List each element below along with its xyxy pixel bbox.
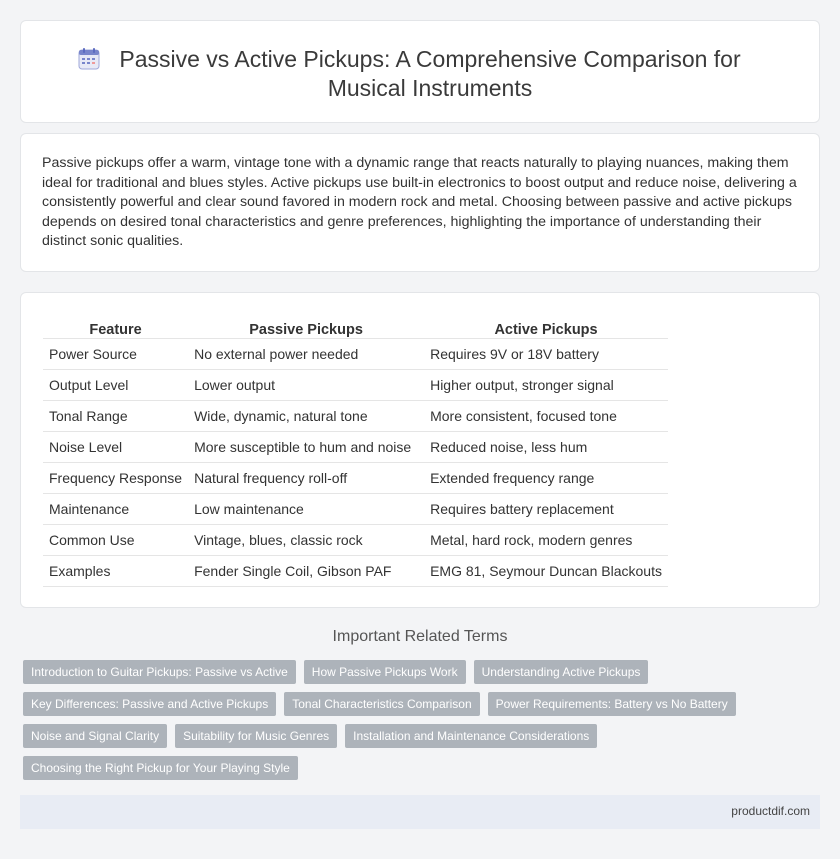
table-cell: Wide, dynamic, natural tone <box>188 400 424 431</box>
table-cell: Higher output, stronger signal <box>424 369 668 400</box>
comparison-table <box>43 315 668 587</box>
table-cell: Common Use <box>43 524 188 555</box>
header-passive: Passive Pickups <box>188 315 424 338</box>
table-cell: Metal, hard rock, modern genres <box>424 524 668 555</box>
table-header-row <box>43 315 668 338</box>
related-term-link[interactable]: Tonal Characteristics Comparison <box>284 692 479 716</box>
table-cell: Natural frequency roll-off <box>188 462 424 493</box>
table-cell: Tonal Range <box>43 400 188 431</box>
table-row <box>43 338 668 369</box>
table-cell: More consistent, focused tone <box>424 400 668 431</box>
title-card <box>20 20 820 123</box>
table-cell: Lower output <box>188 369 424 400</box>
footer-site[interactable]: productdif.com <box>731 804 810 818</box>
table-cell: Requires 9V or 18V battery <box>424 338 668 369</box>
table-cell: Requires battery replacement <box>424 493 668 524</box>
page-title: Passive vs Active Pickups: A Comprehensive Comparison for Musical Instruments <box>119 46 741 101</box>
table-cell: Maintenance <box>43 493 188 524</box>
table-cell: Power Source <box>43 338 188 369</box>
table-cell: No external power needed <box>188 338 424 369</box>
related-term-link[interactable]: Introduction to Guitar Pickups: Passive vs Active <box>23 660 296 684</box>
related-terms-list <box>23 660 823 788</box>
table-row <box>43 555 668 586</box>
footer <box>20 795 820 829</box>
related-terms-title: Important Related Terms <box>332 628 508 645</box>
related-term-link[interactable]: Understanding Active Pickups <box>474 660 649 684</box>
table-cell: Examples <box>43 555 188 586</box>
table-cell: Vintage, blues, classic rock <box>188 524 424 555</box>
table-cell: Low maintenance <box>188 493 424 524</box>
intro-paragraph: Passive pickups offer a warm, vintage tone with a dynamic range that reacts naturally to playing nuances, making them ideal for traditional and blues styles. Active pickups use built-in electronics to boost output and reduce noise, delivering a consistently powerful and clear sound favored in modern rock and metal. Choosing between passive and active pickups depends on desired tonal characteristics and genre preferences, highlighting the importance of understanding their distinct sonic qualities. <box>42 155 797 249</box>
related-term-link[interactable]: Installation and Maintenance Considerations <box>345 724 597 748</box>
related-term-link[interactable]: Choosing the Right Pickup for Your Playing Style <box>23 756 298 780</box>
table-cell: Noise Level <box>43 431 188 462</box>
table-cell: More susceptible to hum and noise <box>188 431 424 462</box>
header-active: Active Pickups <box>424 315 668 338</box>
related-term-link[interactable]: Suitability for Music Genres <box>175 724 337 748</box>
comparison-table-card <box>20 292 820 608</box>
table-cell: Fender Single Coil, Gibson PAF <box>188 555 424 586</box>
table-row <box>43 493 668 524</box>
table-row <box>43 462 668 493</box>
table-row <box>43 400 668 431</box>
table-cell: Extended frequency range <box>424 462 668 493</box>
table-cell: EMG 81, Seymour Duncan Blackouts <box>424 555 668 586</box>
related-term-link[interactable]: Noise and Signal Clarity <box>23 724 167 748</box>
table-row <box>43 431 668 462</box>
table-cell: Output Level <box>43 369 188 400</box>
table-row <box>43 524 668 555</box>
intro-card <box>20 133 820 272</box>
header-feature: Feature <box>43 315 188 338</box>
related-term-link[interactable]: Key Differences: Passive and Active Pickups <box>23 692 276 716</box>
table-cell: Frequency Response <box>43 462 188 493</box>
table-row <box>43 369 668 400</box>
related-term-link[interactable]: How Passive Pickups Work <box>304 660 466 684</box>
related-term-link[interactable]: Power Requirements: Battery vs No Battery <box>488 692 736 716</box>
table-cell: Reduced noise, less hum <box>424 431 668 462</box>
